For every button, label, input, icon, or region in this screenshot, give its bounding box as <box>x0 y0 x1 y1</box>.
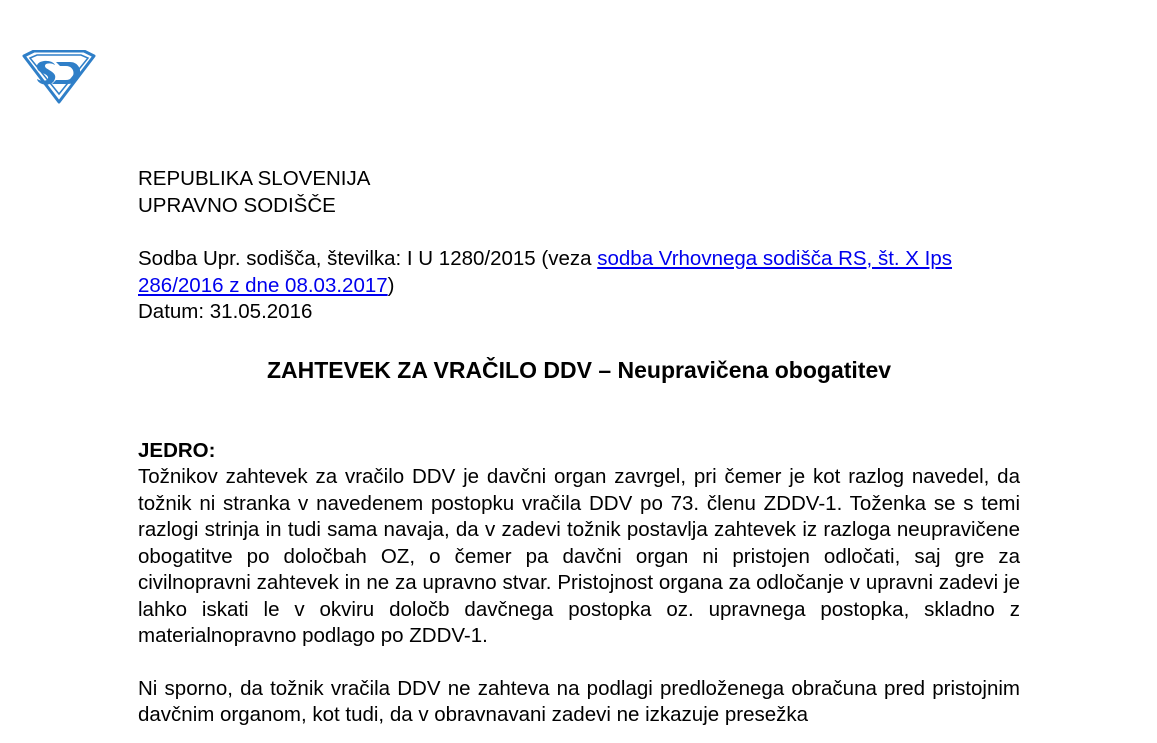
supreme-court-judgment-link[interactable]: sodba Vrhovnega sodišča RS, št. X Ips 286/2016 z dne 08.03.2017 <box>138 247 953 297</box>
jedro-heading: JEDRO: <box>138 438 216 462</box>
court-logo <box>22 50 96 104</box>
case-reference <box>138 246 1020 326</box>
jedro-paragraph-1: Tožnikov zahtevek za vračilo DDV je davčni organ zavrgel, pri čemer je kot razlog navedel, da tožnik ni stranka v navedenem postopku vračila DDV po 73. členu ZDDV-1. Toženka se s temi razlogi strinja in tudi sama navaja, da v zadevi tožnik postavlja zahtevek iz razloga neupravičene obogatitve po določbah OZ, o čemer pa davčni organ ni pristojen odločati, saj gre za civilnopravni zahtevek in ne za upravno stvar. Pristojnost organa za odločanje v upravni zadevi je lahko iskati le v okviru določb davčnega postopka oz. upravnega postopka, skladno z materialnopravno podlago po ZDDV-1. <box>138 465 1020 647</box>
case-reference-line <box>138 246 1020 299</box>
case-reference-suffix: ) <box>387 273 395 297</box>
document-title: ZAHTEVEK ZA VRAČILO DDV – Neupravičena obogatitev <box>266 356 892 383</box>
court-name-line: UPRAVNO SODIŠČE <box>138 193 336 217</box>
jedro-paragraph-2: Ni sporno, da tožnik vračila DDV ne zahteva na podlagi predloženega obračuna pred pristojnim davčnim organom, kot tudi, da v obravnavani zadevi ne izkazuje presežka <box>138 676 1020 726</box>
svg-text:SD: SD <box>59 73 61 74</box>
court-shield-logo-icon <box>22 50 96 104</box>
case-reference-prefix: Sodba Upr. sodišča, številka: I U 1280/2015 (veza <box>138 247 598 270</box>
document-body <box>138 166 1020 729</box>
decision-date: Datum: 31.05.2016 <box>138 300 313 323</box>
country-line: REPUBLIKA SLOVENIJA <box>138 167 371 190</box>
